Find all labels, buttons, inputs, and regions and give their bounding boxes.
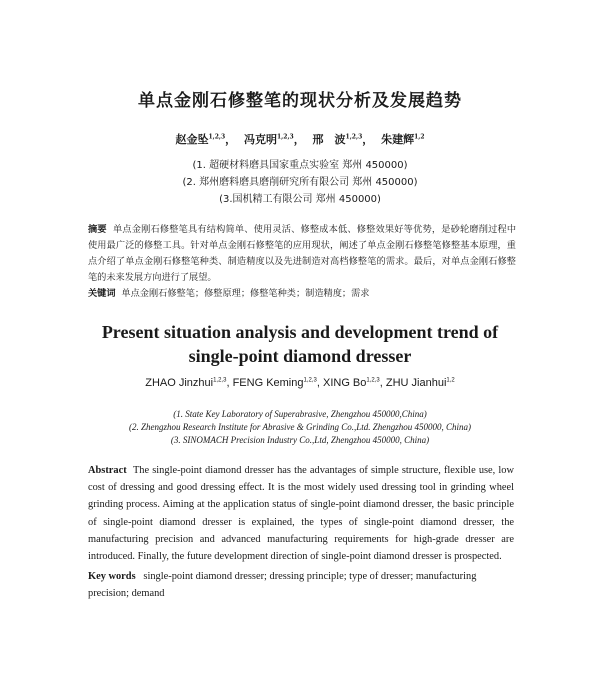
chinese-authors [0,131,600,147]
author: XING Bo$^{1,2,3}$, [322,377,383,389]
affiliation-line: (1. 超硬材料磨具国家重点实验室 郑州 450000) [192,160,408,171]
abstract-label: Abstract [88,465,127,476]
english-title [0,320,600,368]
author: 朱建辉$^{1,2}$ [381,133,425,146]
english-keywords [88,568,514,602]
keywords-label: 关键词 [88,288,116,299]
abstract-label: 摘要 [88,224,107,235]
affiliation-line: (2. Zhengzhou Research Institute for Abrasive & Grinding Co.,Ltd. Zhengzhou 450000, China) [129,422,471,432]
keywords-text: single-point diamond dresser; dressing principle; type of dresser; manufacturing precision; demand [88,571,477,600]
author: 赵金坠$^{1,2,3}$， [175,133,237,146]
abstract-text: 单点金刚石修整笔具有结构简单、使用灵活、修整成本低、修整效果好等优势，是砂轮磨削过程中使用最广泛的修整工具。针对单点金刚石修整笔的应用现状，阐述了单点金刚石修整笔修整基本原理，重点介绍了单点金刚石修整笔种类、制造精度以及先进制造对高档修整笔的需求。最后，对单点金刚石修整笔的未来发展方向进行了展望。 [88,224,517,283]
chinese-abstract [88,222,516,302]
affiliation-line: (1. State Key Laboratory of Superabrasive, Zhengzhou 450000,China) [173,409,427,419]
english-authors [0,377,600,389]
author: 邢 波$^{1,2,3}$， [312,133,374,146]
english-abstract [88,462,514,565]
english-title-line: single-point diamond dresser [188,346,412,366]
author: FENG Keming$^{1,2,3}$, [232,377,320,389]
author: 冯克明$^{1,2,3}$， [244,133,305,146]
chinese-title: 单点金刚石修整笔的现状分析及发展趋势 [138,91,462,111]
affiliation-line: (3.国机精工有限公司 郑州 450000) [219,194,381,205]
english-affiliations [0,408,600,447]
author: ZHAO Jinzhui$^{1,2,3}$, [145,377,230,389]
chinese-affiliations [0,157,600,208]
abstract-text: The single-point diamond dresser has the advantages of simple structure, flexible use, low cost of dressing and good dressing effect. It is the most widely used dressing tool in grinding wheel grinding process. Aiming at the application status of single-point diamond dresser, the basic principle of single-point diamond dresser is explained, the types of single-point diamond dresser, the manufacturing precision and advanced manufacturing requirements for high-grade dresser are introduced. Finally, the future development direction of single-point diamond dresser is prospected. [88,465,514,563]
english-title-line: Present situation analysis and development trend of [101,322,499,342]
affiliation-line: (3. SINOMACH Precision Industry Co.,Ltd, Zhengzhou 450000, China) [170,435,430,445]
chinese-abstract-paragraph [88,222,516,286]
affiliation-line: (2. 郑州磨料磨具磨削研究所有限公司 郑州 450000) [182,177,418,188]
keywords-text: 单点金刚石修整笔；修整原理；修整笔种类；制造精度；需求 [121,288,370,299]
keywords-label: Key words [88,571,136,582]
author: ZHU Jianhui$^{1,2}$ [385,377,455,389]
chinese-keywords [88,286,516,302]
